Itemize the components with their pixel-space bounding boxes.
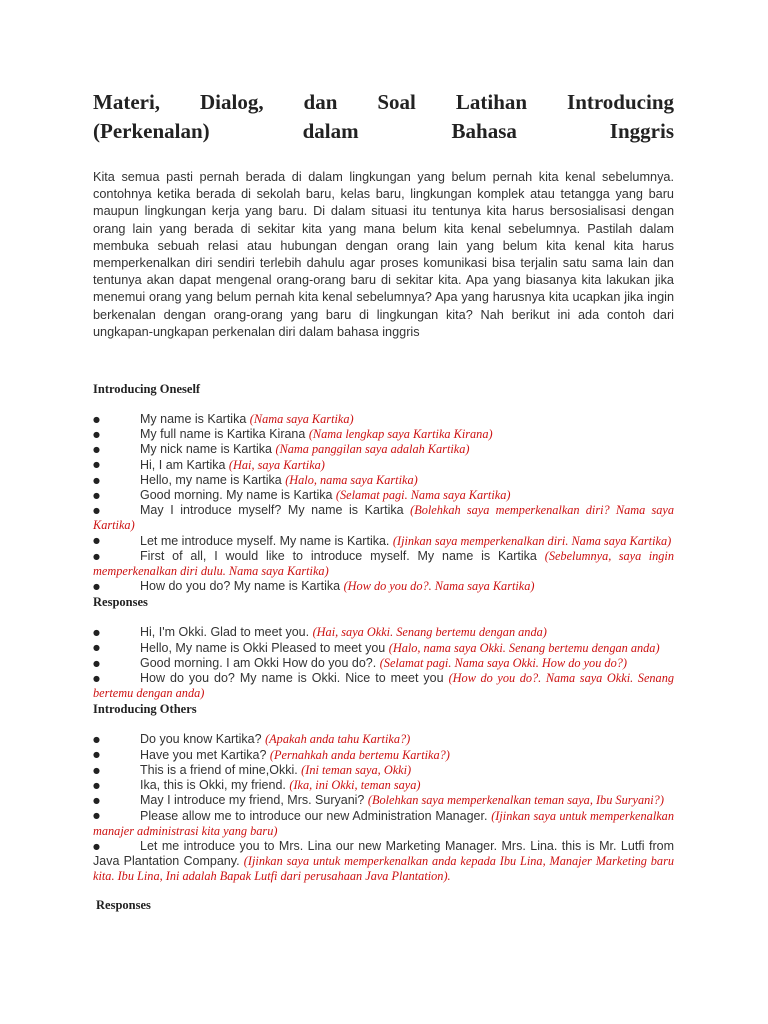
list-item bbox=[93, 656, 674, 671]
list-item bbox=[93, 458, 674, 473]
list-item bbox=[93, 748, 674, 763]
list-item bbox=[93, 412, 674, 427]
list-item-text: Hi, I'm Okki. Glad to meet you. bbox=[140, 625, 313, 640]
list-item-translation: (Sebelumnya, saya ingin memperkenalkan diri dulu. Nama saya Kartika) bbox=[93, 548, 674, 579]
bullet-icon: ● bbox=[93, 536, 100, 546]
list-item-translation: (Halo, nama saya Okki. Senang bertemu dengan anda) bbox=[388, 640, 660, 655]
list-item-text: Please allow me to introduce our new Administration Manager. bbox=[140, 808, 492, 823]
list-item-translation: (Ijinkan saya memperkenalkan diri. Nama saya Kartika) bbox=[392, 533, 672, 548]
list-item bbox=[93, 732, 674, 747]
list-item-translation: (Ini teman saya, Okki) bbox=[301, 762, 412, 777]
section-heading-responses-2: Responses bbox=[96, 897, 151, 912]
bullet-icon: ● bbox=[93, 735, 100, 745]
list-item-text: Hello, My name is Okki Pleased to meet you bbox=[140, 640, 389, 655]
list-item-translation: (Ika, ini Okki, teman saya) bbox=[289, 778, 421, 793]
list-introducing-oneself bbox=[93, 412, 674, 594]
list-item bbox=[93, 534, 674, 549]
bullet-icon: ● bbox=[93, 429, 100, 439]
section-heading-responses: Responses bbox=[93, 595, 148, 610]
bullet-icon: ● bbox=[93, 765, 100, 775]
title-line-1: Materi, Dialog, dan Soal Latihan Introducing bbox=[93, 90, 674, 114]
bullet-icon: ● bbox=[93, 643, 100, 653]
list-item-translation: (Apakah anda tahu Kartika?) bbox=[265, 732, 411, 747]
list-item-translation: (How do you do?. Nama saya Kartika) bbox=[343, 579, 535, 594]
list-responses bbox=[93, 625, 674, 701]
bullet-icon: ● bbox=[93, 780, 100, 790]
list-item bbox=[93, 473, 674, 488]
bullet-icon: ● bbox=[93, 445, 100, 455]
list-item-text: Ika, this is Okki, my friend. bbox=[140, 778, 290, 793]
list-item-translation: (Selamat pagi. Nama saya Kartika) bbox=[335, 488, 511, 503]
list-item-text: How do you do? My name is Kartika bbox=[140, 579, 344, 594]
list-item-translation: (Bolehkah saya memperkenalkan diri? Nama saya Kartika) bbox=[93, 503, 674, 533]
list-item bbox=[93, 793, 674, 808]
list-item bbox=[93, 442, 674, 457]
list-item-translation: (How do you do?. Nama saya Okki. Senang bertemu dengan anda) bbox=[93, 671, 674, 701]
list-item-text: This is a friend of mine,Okki. bbox=[140, 762, 302, 777]
list-item-translation: (Bolehkan saya memperkenalkan teman saya, Ibu Suryani?) bbox=[367, 793, 664, 808]
list-item-text: May I introduce myself? My name is Kartika bbox=[140, 503, 411, 518]
section-heading-introducing-others: Introducing Others bbox=[93, 702, 197, 717]
bullet-icon: ● bbox=[93, 750, 100, 760]
bullet-icon: ● bbox=[93, 811, 100, 821]
list-item bbox=[93, 503, 674, 533]
list-item bbox=[93, 671, 674, 701]
list-item-translation: (Pernahkah anda bertemu Kartika?) bbox=[269, 747, 450, 762]
list-item-text: My nick name is Kartika bbox=[140, 442, 276, 457]
bullet-icon: ● bbox=[93, 841, 100, 851]
list-item-text: Hello, my name is Kartika bbox=[140, 472, 286, 487]
title-line-2: (Perkenalan) dalam Bahasa Inggris bbox=[93, 119, 674, 143]
document-title bbox=[93, 88, 674, 146]
list-item-translation: (Nama panggilan saya adalah Kartika) bbox=[275, 442, 470, 457]
bullet-icon: ● bbox=[93, 796, 100, 805]
list-item-translation: (Ijinkan saya untuk memperkenalkan manajer administrasi kita yang baru) bbox=[93, 808, 674, 838]
list-item bbox=[93, 641, 674, 656]
document-page bbox=[93, 88, 674, 913]
list-item-text: First of all, I would like to introduce myself. My name is Kartika bbox=[140, 548, 545, 563]
intro-paragraph: Kita semua pasti pernah berada di dalam lingkungan yang belum pernah kita kenal sebelumnya. contohnya ketika berada di sekolah baru, kelas baru, lingkungan komplek atau tetangga yang baru maupun lingkungan kerja yang baru. Di dalam situasi itu tentunya kita harus bersosialisasi dengan orang lain yang berada di sekitar kita yang mana belum kita kenal sebelumnya. Pastilah dalam membuka sebuah relasi atau hubungan dengan orang lain yang belum kita kenal kita harus memperkenalkan diri sendiri terlebih dahulu agar proses komunikasi bisa terjalin satu sama lain dan tentunya akan dapat mengenal orang-orang baru di sekitar kita. Apa yang biasanya kita lakukan jika menemui orang yang belum pernah kita kenal sebelumnya? Apa yang harusnya kita ucapkan jika ingin berkenalan dengan orang-orang yang baru di lingkungan kita? Nah berikut ini ada contoh dari ungkapan-ungkapan perkenalan diri dalam bahasa inggris bbox=[93, 170, 674, 339]
list-item-translation: (Ijinkan saya untuk memperkenalkan anda kepada Ibu Lina, Manajer Marketing baru kita. Ibu Lina, Ini adalah Bapak Lutfi dari perusahaan Java Plantation). bbox=[93, 854, 674, 884]
list-item-translation: (Hai, saya Okki. Senang bertemu dengan anda) bbox=[312, 625, 547, 640]
bullet-icon: ● bbox=[93, 673, 100, 683]
list-item-text: Have you met Kartika? bbox=[140, 747, 270, 762]
list-item-text: Hi, I am Kartika bbox=[140, 457, 229, 472]
list-item-text: May I introduce my friend, Mrs. Suryani? bbox=[140, 793, 368, 808]
bullet-icon: ● bbox=[93, 460, 100, 470]
bullet-icon: ● bbox=[93, 658, 100, 668]
bullet-icon: ● bbox=[93, 414, 100, 424]
list-item-translation: (Halo, nama saya Kartika) bbox=[285, 472, 418, 487]
list-item-text: How do you do? My name is Okki. Nice to meet you bbox=[140, 671, 449, 686]
list-item-text: My name is Kartika bbox=[140, 412, 250, 427]
list-item-translation: (Hai, saya Kartika) bbox=[228, 457, 325, 472]
list-item-translation: (Selamat pagi. Nama saya Okki. How do you do?) bbox=[379, 655, 627, 670]
list-item-text: Do you know Kartika? bbox=[140, 732, 266, 747]
bullet-icon: ● bbox=[93, 505, 100, 515]
bullet-icon: ● bbox=[93, 628, 100, 638]
section-heading-introducing-oneself: Introducing Oneself bbox=[93, 382, 201, 397]
list-item bbox=[93, 839, 674, 885]
list-item-text: Good morning. I am Okki How do you do?. bbox=[140, 655, 380, 670]
list-item-translation: (Nama saya Kartika) bbox=[249, 412, 354, 427]
list-item bbox=[93, 778, 674, 793]
list-item bbox=[93, 763, 674, 778]
bullet-icon: ● bbox=[93, 475, 100, 485]
list-item-translation: (Nama lengkap saya Kartika Kirana) bbox=[308, 427, 493, 442]
list-item bbox=[93, 809, 674, 839]
bullet-icon: ● bbox=[93, 551, 100, 561]
list-item bbox=[93, 625, 674, 640]
list-introducing-others bbox=[93, 732, 674, 884]
list-item bbox=[93, 579, 674, 594]
list-item bbox=[93, 427, 674, 442]
bullet-icon: ● bbox=[93, 490, 100, 500]
list-item-text: Let me introduce you to Mrs. Lina our new Marketing Manager. Mrs. Lina. this is Mr. Lutfi from Java Plantation Company. bbox=[93, 838, 674, 869]
list-item-text: My full name is Kartika Kirana bbox=[140, 427, 309, 442]
list-item-text: Good morning. My name is Kartika bbox=[140, 488, 336, 503]
list-item-text: Let me introduce myself. My name is Kartika. bbox=[140, 533, 393, 548]
list-item bbox=[93, 549, 674, 579]
list-item bbox=[93, 488, 674, 503]
bullet-icon: ● bbox=[93, 581, 100, 591]
